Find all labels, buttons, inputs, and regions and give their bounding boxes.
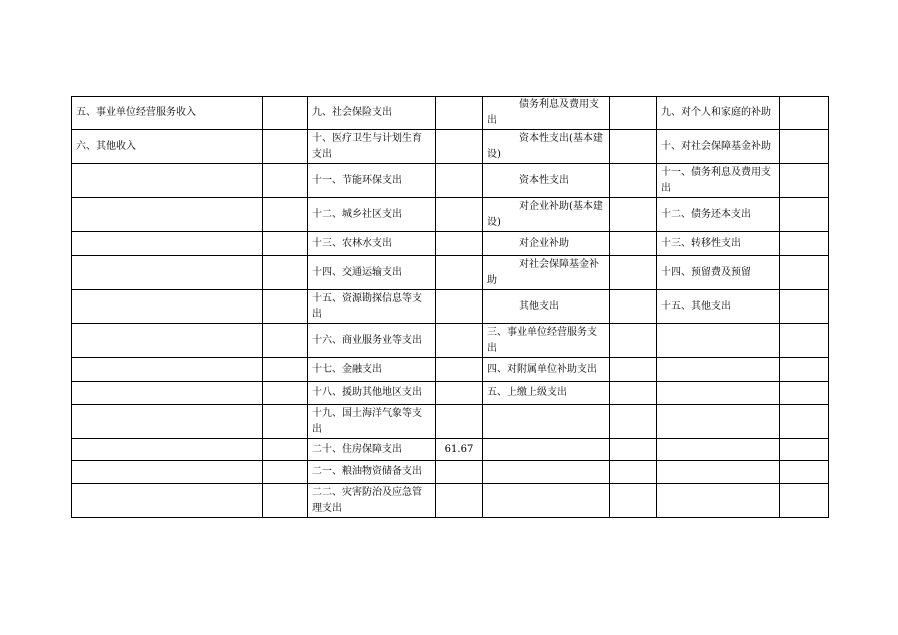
economic-expenditure-amount [610,358,657,382]
functional-expenditure-amount [436,97,483,130]
economic-expenditure-item: 对社会保障基金补助 [483,256,610,290]
income-item [72,232,263,256]
economic-expenditure-amount [610,130,657,164]
functional-expenditure-amount [436,164,483,198]
functional-expenditure-amount [436,484,483,518]
economic-expenditure-item [483,461,610,484]
economic-expenditure-amount [780,382,829,405]
economic-expenditure-amount [780,97,829,130]
economic-expenditure-item [657,461,780,484]
income-amount [263,382,308,405]
economic-expenditure-amount [610,256,657,290]
economic-expenditure-amount [610,97,657,130]
income-item: 五、事业单位经营服务收入 [72,97,263,130]
income-amount [263,484,308,518]
functional-expenditure-amount [436,461,483,484]
table-row [72,232,829,256]
table-row [72,461,829,484]
economic-expenditure-item: 三、事业单位经营服务支出 [483,324,610,358]
income-item [72,461,263,484]
table-row [72,439,829,461]
income-amount [263,232,308,256]
economic-expenditure-item [657,382,780,405]
economic-expenditure-item: 十四、预留费及预留 [657,256,780,290]
economic-expenditure-item: 资本性支出 [483,164,610,198]
functional-expenditure-item: 十七、金融支出 [308,358,436,382]
economic-expenditure-item: 十一、债务利息及费用支出 [657,164,780,198]
functional-expenditure-item: 二十、住房保障支出 [308,439,436,461]
income-item [72,484,263,518]
income-item [72,382,263,405]
functional-expenditure-item: 十九、国土海洋气象等支出 [308,405,436,439]
functional-expenditure-item: 十三、农林水支出 [308,232,436,256]
table-row [72,130,829,164]
income-amount [263,358,308,382]
functional-expenditure-item: 十四、交通运输支出 [308,256,436,290]
income-amount [263,97,308,130]
table-row [72,382,829,405]
economic-expenditure-amount [610,324,657,358]
economic-expenditure-amount [780,164,829,198]
table-row [72,358,829,382]
table-row [72,97,829,130]
economic-expenditure-amount [780,405,829,439]
economic-expenditure-item: 十五、其他支出 [657,290,780,324]
economic-expenditure-item [483,405,610,439]
economic-expenditure-amount [780,358,829,382]
economic-expenditure-amount [610,232,657,256]
income-item [72,290,263,324]
economic-expenditure-amount [780,256,829,290]
economic-expenditure-item [657,484,780,518]
functional-expenditure-item: 十一、节能环保支出 [308,164,436,198]
income-amount [263,439,308,461]
income-amount [263,130,308,164]
functional-expenditure-item: 十六、商业服务业等支出 [308,324,436,358]
income-amount [263,256,308,290]
economic-expenditure-item: 债务利息及费用支出 [483,97,610,130]
functional-expenditure-amount [436,290,483,324]
income-amount [263,164,308,198]
table-row [72,198,829,232]
functional-expenditure-item: 十二、城乡社区支出 [308,198,436,232]
economic-expenditure-item: 对企业补助(基本建设) [483,198,610,232]
table-row [72,290,829,324]
functional-expenditure-amount [436,232,483,256]
table-row [72,405,829,439]
functional-expenditure-amount [436,382,483,405]
income-item [72,405,263,439]
functional-expenditure-amount [436,405,483,439]
functional-expenditure-amount [436,198,483,232]
income-item [72,324,263,358]
economic-expenditure-amount [610,290,657,324]
economic-expenditure-item: 资本性支出(基本建设) [483,130,610,164]
table-row [72,164,829,198]
economic-expenditure-amount [610,198,657,232]
functional-expenditure-item: 二二、灾害防治及应急管理支出 [308,484,436,518]
income-amount [263,461,308,484]
economic-expenditure-amount [610,164,657,198]
functional-expenditure-amount [436,130,483,164]
functional-expenditure-item: 十八、援助其他地区支出 [308,382,436,405]
income-amount [263,405,308,439]
economic-expenditure-amount [780,324,829,358]
economic-expenditure-item [657,324,780,358]
functional-expenditure-amount: 61.67 [436,439,483,461]
economic-expenditure-amount [610,382,657,405]
economic-expenditure-item: 其他支出 [483,290,610,324]
income-item [72,439,263,461]
economic-expenditure-amount [610,484,657,518]
economic-expenditure-item: 五、上缴上级支出 [483,382,610,405]
economic-expenditure-item [483,484,610,518]
economic-expenditure-item [483,439,610,461]
table-row [72,484,829,518]
table-row [72,324,829,358]
economic-expenditure-amount [780,130,829,164]
budget-table [71,96,829,518]
functional-expenditure-amount [436,358,483,382]
economic-expenditure-amount [780,232,829,256]
economic-expenditure-item: 对企业补助 [483,232,610,256]
functional-expenditure-amount [436,256,483,290]
economic-expenditure-item: 四、对附属单位补助支出 [483,358,610,382]
income-amount [263,290,308,324]
economic-expenditure-amount [780,439,829,461]
table-row [72,256,829,290]
functional-expenditure-item: 十、医疗卫生与计划生育支出 [308,130,436,164]
functional-expenditure-amount [436,324,483,358]
economic-expenditure-amount [780,461,829,484]
income-item [72,164,263,198]
economic-expenditure-item [657,439,780,461]
economic-expenditure-item: 九、对个人和家庭的补助 [657,97,780,130]
income-item: 六、其他收入 [72,130,263,164]
economic-expenditure-amount [610,405,657,439]
economic-expenditure-amount [780,198,829,232]
income-amount [263,198,308,232]
income-item [72,198,263,232]
functional-expenditure-item: 二一、粮油物资储备支出 [308,461,436,484]
functional-expenditure-item: 九、社会保险支出 [308,97,436,130]
income-item [72,256,263,290]
economic-expenditure-item: 十二、债务还本支出 [657,198,780,232]
economic-expenditure-amount [610,461,657,484]
economic-expenditure-item: 十、对社会保障基金补助 [657,130,780,164]
economic-expenditure-amount [610,439,657,461]
economic-expenditure-item [657,405,780,439]
economic-expenditure-amount [780,290,829,324]
income-item [72,358,263,382]
functional-expenditure-item: 十五、资源勘探信息等支出 [308,290,436,324]
income-amount [263,324,308,358]
economic-expenditure-item [657,358,780,382]
economic-expenditure-amount [780,484,829,518]
economic-expenditure-item: 十三、转移性支出 [657,232,780,256]
